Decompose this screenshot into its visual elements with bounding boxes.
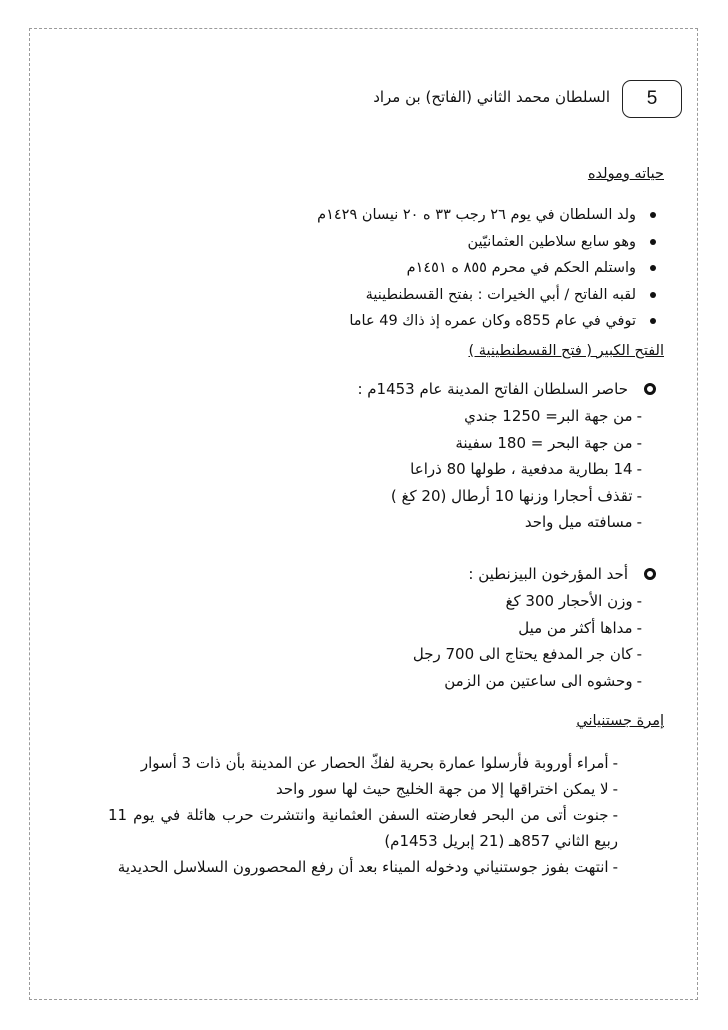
heading-justiniani: إمرة جستنياني: [576, 713, 664, 729]
siege-details-list: [357, 403, 656, 536]
justiniani-paragraphs: [108, 750, 618, 880]
list-item: -وزن الأحجار 300 كغ: [505, 592, 642, 610]
ring-bullet-icon: [644, 383, 656, 395]
list-item: توفي في عام 855ه وكان عمره إذ ذاك 49 عاما: [317, 308, 636, 335]
list-item: -مسافته ميل واحد: [524, 513, 642, 531]
heading-great-conquest: الفتح الكبير ( فتح القسطنطينية ): [468, 343, 664, 359]
siege-block: [357, 375, 656, 536]
list-item: -لا يمكن اختراقها إلا من جهة الخليج حيث لها سور واحد: [276, 780, 618, 798]
ring-bullet-icon: [644, 568, 656, 580]
list-item: -وحشوه الى ساعتين من الزمن: [444, 671, 642, 690]
list-item: -انتهت بفوز جوستنياني ودخوله الميناء بعد أن رفع المحصورون السلاسل الحديدية: [117, 858, 618, 876]
list-item: -من جهة البر= 1250 جندي: [464, 407, 642, 425]
list-item: ولد السلطان في يوم ٢٦ رجب ٣٣ ه ٢٠ نيسان ١٤٢٩م: [317, 202, 636, 229]
page-number: 5: [646, 88, 658, 109]
list-item: -أمراء أوروبة فأرسلوا عمارة بحرية لفكّ الحصار عن المدينة بأن ذات 3 أسوار: [140, 754, 618, 772]
list-item: -من جهة البحر = 180 سفينة: [455, 433, 642, 452]
historian-details-list: [413, 588, 656, 694]
list-item: -جنوت أتى من البحر فعارضته السفن العثمانية وانتشرت حرب هائلة في يوم 11 ربيع الثاني 857هـ (21 إبريل 1453م): [108, 806, 618, 850]
list-item: لقبه الفاتح / أبي الخيرات : بفتح القسطنطينية: [317, 282, 636, 309]
list-item: -كان جر المدفع يحتاج الى 700 رجل: [412, 645, 642, 663]
list-item: واستلم الحكم في محرم ٨٥٥ ه ١٤٥١م: [317, 255, 636, 282]
list-item: -مداها أكثر من ميل: [518, 618, 642, 637]
page-title: السلطان محمد الثاني (الفاتح) بن مراد: [373, 88, 610, 106]
heading-life-and-birth: حياته ومولده: [587, 166, 664, 182]
page-number-box: [622, 80, 682, 118]
list-item: -تقذف أحجارا وزنها 10 أرطال (20 كغ ): [390, 486, 642, 505]
list-item: -14 بطارية مدفعية ، طولها 80 ذراعا: [410, 460, 642, 478]
life-bullet-list: [317, 202, 636, 335]
historian-block: [413, 560, 656, 694]
list-item: وهو سابع سلاطين العثمانيّين: [317, 229, 636, 256]
historian-lead: أحد المؤرخون البيزنطين :: [413, 560, 656, 588]
siege-lead: حاصر السلطان الفاتح المدينة عام 1453م :: [357, 375, 656, 403]
